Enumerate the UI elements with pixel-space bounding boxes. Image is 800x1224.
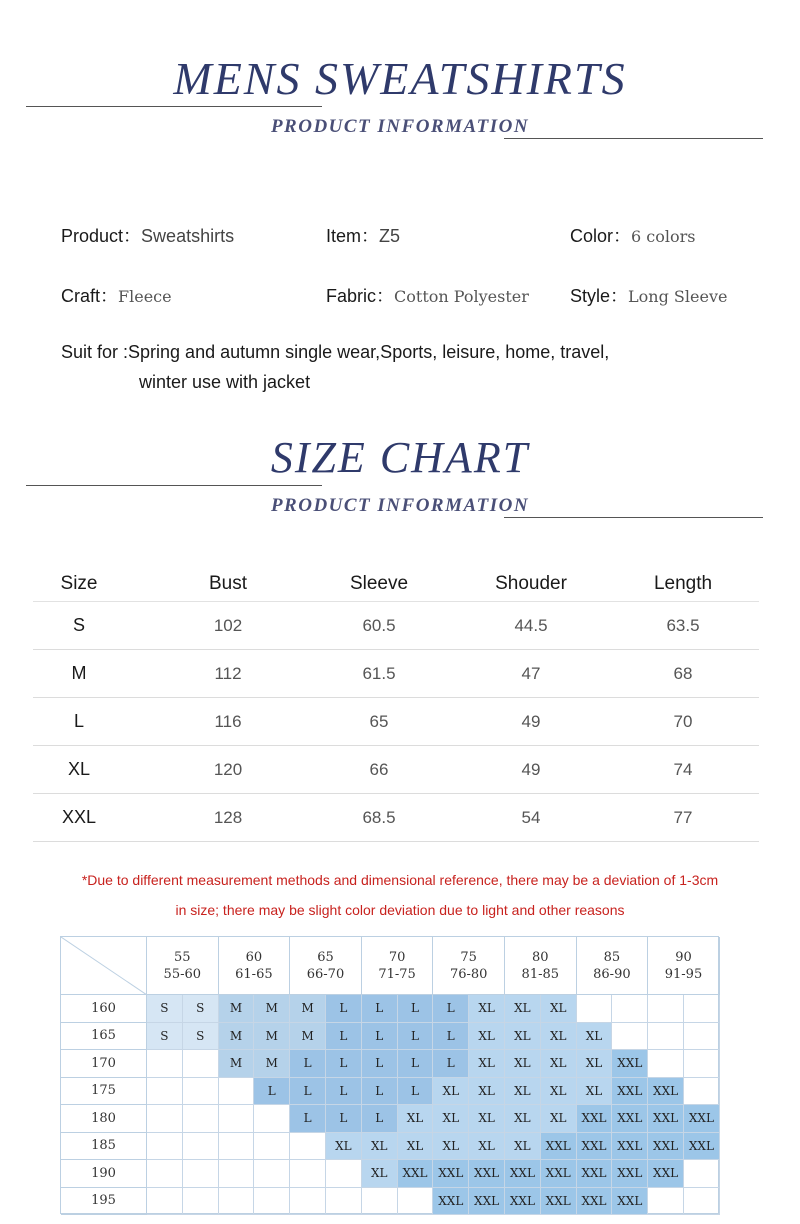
grid-cell: L xyxy=(398,995,434,1023)
grid-cell: XL xyxy=(362,1160,398,1188)
cell-size: XL xyxy=(67,759,91,779)
weight-header xyxy=(577,937,649,995)
grid-cell: L xyxy=(433,995,469,1023)
weight-range: 71-75 xyxy=(378,967,416,982)
grid-cell xyxy=(684,1078,720,1106)
grid-cell: XL xyxy=(505,1078,541,1106)
grid-cell xyxy=(612,1023,648,1051)
weight-range: 81-85 xyxy=(521,967,560,982)
grid-cell: XL xyxy=(505,1133,541,1161)
header-length: Length xyxy=(653,572,713,594)
fabric-label: Fabric： xyxy=(326,286,395,306)
grid-cell: M xyxy=(219,1050,255,1078)
grid-cell: XXL xyxy=(648,1133,684,1161)
height-header: 165 xyxy=(61,1023,147,1051)
weight-kg: 90 xyxy=(675,950,692,965)
weight-kg: 80 xyxy=(532,950,549,965)
grid-cell xyxy=(684,1023,720,1051)
cell-size: L xyxy=(73,711,84,731)
grid-cell: L xyxy=(290,1105,326,1133)
weight-range: 91-95 xyxy=(664,967,703,982)
height-header: 185 xyxy=(61,1133,147,1161)
grid-cell: XL xyxy=(541,1023,577,1051)
cell-sleeve: 66 xyxy=(369,759,389,779)
grid-cell: S xyxy=(183,995,219,1023)
grid-cell: XXL xyxy=(684,1105,720,1133)
grid-cell xyxy=(684,1188,720,1216)
weight-header xyxy=(505,937,577,995)
grid-cell: M xyxy=(254,1050,290,1078)
grid-cell: XXL xyxy=(469,1160,505,1188)
weight-range: 55-60 xyxy=(163,967,202,982)
cell-shoulder: 54 xyxy=(521,807,541,827)
grid-cell xyxy=(684,1050,720,1078)
style-info xyxy=(570,282,727,308)
table-row xyxy=(33,650,759,698)
grid-cell: XXL xyxy=(684,1133,720,1161)
grid-cell xyxy=(648,995,684,1023)
height-header: 170 xyxy=(61,1050,147,1078)
product-value: Sweatshirts xyxy=(141,226,235,246)
fabric-value: Cotton Polyester xyxy=(394,287,529,306)
grid-cell xyxy=(398,1188,434,1216)
grid-cell: L xyxy=(398,1078,434,1106)
weight-kg: 75 xyxy=(460,950,477,965)
cell-length: 70 xyxy=(673,711,693,731)
table-row xyxy=(33,698,759,746)
fabric-info xyxy=(326,282,529,308)
grid-cell: XL xyxy=(433,1133,469,1161)
grid-cell: XL xyxy=(505,995,541,1023)
grid-cell: XL xyxy=(433,1078,469,1106)
grid-cell xyxy=(362,1188,398,1216)
grid-cell: XL xyxy=(469,1133,505,1161)
grid-cell: XXL xyxy=(612,1050,648,1078)
grid-cell: XXL xyxy=(505,1188,541,1216)
grid-cell: M xyxy=(254,995,290,1023)
height-header: 160 xyxy=(61,995,147,1023)
grid-cell: XXL xyxy=(577,1160,613,1188)
grid-cell xyxy=(326,1160,362,1188)
grid-cell: XXL xyxy=(648,1078,684,1106)
grid-cell xyxy=(183,1160,219,1188)
suit-for-line2: winter use with jacket xyxy=(139,372,311,392)
grid-cell: XL xyxy=(541,995,577,1023)
grid-cell: M xyxy=(219,1023,255,1051)
grid-cell: S xyxy=(183,1023,219,1051)
cell-shoulder: 49 xyxy=(521,759,541,779)
grid-cell: XXL xyxy=(433,1160,469,1188)
cell-size: M xyxy=(71,663,87,683)
cell-sleeve: 65 xyxy=(369,711,389,731)
grid-cell: XL xyxy=(469,995,505,1023)
grid-cell: M xyxy=(290,1023,326,1051)
grid-cell xyxy=(254,1160,290,1188)
grid-cell: XL xyxy=(505,1023,541,1051)
product-info xyxy=(61,222,234,248)
item-value: Z5 xyxy=(379,226,401,246)
grid-cell xyxy=(612,995,648,1023)
weight-kg: 70 xyxy=(388,950,406,965)
deviation-note-line2: in size; there may be slight color deviation due to light and other reasons xyxy=(175,902,625,918)
weight-header xyxy=(362,937,434,995)
grid-corner xyxy=(61,937,147,995)
grid-cell: L xyxy=(362,1078,398,1106)
grid-cell xyxy=(290,1188,326,1216)
grid-cell: XL xyxy=(326,1133,362,1161)
grid-cell: XXL xyxy=(612,1160,648,1188)
header-size: Size xyxy=(60,572,98,594)
grid-cell: XL xyxy=(541,1078,577,1106)
weight-kg: 65 xyxy=(317,950,334,965)
size-chart-title: SIZE CHART xyxy=(270,433,530,482)
cell-bust: 102 xyxy=(213,615,243,635)
grid-cell xyxy=(147,1078,183,1106)
weight-header xyxy=(290,937,362,995)
weight-range: 86-90 xyxy=(593,967,631,982)
height-header: 190 xyxy=(61,1160,147,1188)
cell-sleeve: 61.5 xyxy=(362,663,396,683)
table-row xyxy=(33,746,759,794)
table-row xyxy=(33,794,759,842)
grid-cell: XXL xyxy=(433,1188,469,1216)
grid-cell xyxy=(648,1023,684,1051)
grid-cell: L xyxy=(326,1105,362,1133)
header-bust: Bust xyxy=(208,572,248,594)
cell-length: 74 xyxy=(673,759,693,779)
grid-cell: XL xyxy=(541,1105,577,1133)
size-table-header xyxy=(33,566,759,602)
grid-cell: XL xyxy=(398,1133,434,1161)
grid-cell xyxy=(577,995,613,1023)
grid-cell: S xyxy=(147,995,183,1023)
grid-cell: XXL xyxy=(469,1188,505,1216)
grid-cell: XXL xyxy=(612,1133,648,1161)
grid-cell xyxy=(183,1133,219,1161)
cell-length: 68 xyxy=(673,663,693,683)
grid-cell: XXL xyxy=(398,1160,434,1188)
grid-cell: XXL xyxy=(577,1133,613,1161)
grid-cell xyxy=(183,1050,219,1078)
grid-cell xyxy=(290,1133,326,1161)
grid-cell: XXL xyxy=(648,1160,684,1188)
grid-cell: L xyxy=(362,995,398,1023)
grid-cell xyxy=(147,1105,183,1133)
weight-header xyxy=(219,937,291,995)
cell-bust: 120 xyxy=(213,759,243,779)
height-header: 175 xyxy=(61,1078,147,1106)
deviation-note-line1: *Due to different measurement methods and dimensional reference, there may be a deviation of 1-3cm xyxy=(81,872,719,888)
grid-cell: XL xyxy=(505,1050,541,1078)
grid-cell: XL xyxy=(469,1023,505,1051)
cell-bust: 128 xyxy=(213,807,243,827)
grid-cell: L xyxy=(398,1050,434,1078)
grid-cell xyxy=(219,1078,255,1106)
craft-value: Fleece xyxy=(118,287,172,306)
weight-kg: 60 xyxy=(245,950,263,965)
suit-for-line1: Suit for :Spring and autumn single wear,Sports, leisure, home, travel, xyxy=(61,342,610,362)
size-section-subtitle: PRODUCT INFORMATION xyxy=(270,495,530,516)
grid-cell: M xyxy=(290,995,326,1023)
grid-cell xyxy=(147,1050,183,1078)
grid-cell xyxy=(219,1133,255,1161)
grid-cell: XXL xyxy=(541,1160,577,1188)
weight-range: 76-80 xyxy=(449,967,488,982)
color-info xyxy=(570,222,695,248)
grid-cell: XL xyxy=(362,1133,398,1161)
weight-header xyxy=(433,937,505,995)
grid-cell: XXL xyxy=(612,1188,648,1216)
grid-cell xyxy=(219,1105,255,1133)
grid-cell: M xyxy=(219,995,255,1023)
grid-cell xyxy=(183,1188,219,1216)
grid-cell: L xyxy=(326,1023,362,1051)
title-divider-left xyxy=(26,106,322,107)
cell-shoulder: 47 xyxy=(521,663,541,683)
item-info xyxy=(326,222,400,248)
grid-cell xyxy=(254,1105,290,1133)
cell-length: 77 xyxy=(673,807,693,827)
grid-cell: L xyxy=(290,1078,326,1106)
grid-cell: L xyxy=(326,1078,362,1106)
grid-cell: L xyxy=(326,1050,362,1078)
grid-cell: M xyxy=(254,1023,290,1051)
table-row xyxy=(33,602,759,650)
grid-cell xyxy=(219,1188,255,1216)
grid-cell: L xyxy=(433,1023,469,1051)
grid-cell: XL xyxy=(469,1105,505,1133)
grid-cell: XXL xyxy=(612,1105,648,1133)
style-label: Style： xyxy=(570,286,629,306)
header-sleeve: Sleeve xyxy=(349,572,409,594)
grid-cell xyxy=(147,1188,183,1216)
item-label: Item： xyxy=(326,226,380,246)
weight-kg: 55 xyxy=(174,950,191,965)
grid-cell: XXL xyxy=(577,1105,613,1133)
grid-cell: L xyxy=(362,1050,398,1078)
grid-cell: XXL xyxy=(577,1188,613,1216)
grid-cell: XXL xyxy=(541,1188,577,1216)
grid-cell xyxy=(290,1160,326,1188)
size-title-divider-left xyxy=(26,485,322,486)
style-value: Long Sleeve xyxy=(628,287,728,306)
cell-bust: 116 xyxy=(214,711,242,731)
cell-size: S xyxy=(72,615,85,635)
corner-diagonal xyxy=(61,937,147,995)
weight-header xyxy=(147,937,219,995)
grid-cell: XL xyxy=(469,1050,505,1078)
size-table xyxy=(33,566,759,842)
grid-cell xyxy=(326,1188,362,1216)
grid-cell xyxy=(684,1160,720,1188)
grid-cell: L xyxy=(362,1023,398,1051)
main-title: MENS SWEATSHIRTS xyxy=(173,53,627,104)
cell-size: XXL xyxy=(61,807,97,827)
grid-cell xyxy=(254,1188,290,1216)
weight-kg: 85 xyxy=(603,950,621,965)
grid-cell: XL xyxy=(577,1050,613,1078)
grid-cell: XL xyxy=(541,1050,577,1078)
cell-shoulder: 44.5 xyxy=(514,615,548,635)
grid-cell: XXL xyxy=(541,1133,577,1161)
cell-sleeve: 60.5 xyxy=(362,615,396,635)
grid-cell: XXL xyxy=(648,1105,684,1133)
grid-cell: XXL xyxy=(612,1078,648,1106)
grid-cell xyxy=(254,1133,290,1161)
grid-cell: XL xyxy=(577,1023,613,1051)
grid-cell xyxy=(147,1133,183,1161)
craft-label: Craft： xyxy=(61,286,119,306)
grid-cell: XL xyxy=(505,1105,541,1133)
size-recommendation-grid xyxy=(60,936,719,1214)
header-shoulder: Shouder xyxy=(495,572,567,594)
grid-cell: L xyxy=(433,1050,469,1078)
color-label: Color： xyxy=(570,226,632,246)
cell-shoulder: 49 xyxy=(521,711,541,731)
grid-cell xyxy=(648,1188,684,1216)
grid-cell: XL xyxy=(398,1105,434,1133)
grid-cell: XXL xyxy=(505,1160,541,1188)
grid-cell xyxy=(684,995,720,1023)
grid-cell: L xyxy=(398,1023,434,1051)
craft-info xyxy=(61,282,172,308)
product-label: Product： xyxy=(61,226,142,246)
cell-sleeve: 68.5 xyxy=(362,807,396,827)
cell-bust: 112 xyxy=(214,663,242,683)
height-header: 180 xyxy=(61,1105,147,1133)
grid-cell: L xyxy=(290,1050,326,1078)
grid-cell: XL xyxy=(577,1078,613,1106)
grid-cell: XL xyxy=(469,1078,505,1106)
grid-cell: L xyxy=(254,1078,290,1106)
grid-cell xyxy=(648,1050,684,1078)
section-subtitle: PRODUCT INFORMATION xyxy=(270,116,530,137)
grid-cell xyxy=(183,1078,219,1106)
grid-cell: L xyxy=(362,1105,398,1133)
subtitle-divider-right xyxy=(504,138,763,139)
height-header: 195 xyxy=(61,1188,147,1216)
size-subtitle-divider-right xyxy=(504,517,763,518)
weight-range: 66-70 xyxy=(306,967,345,982)
grid-cell: S xyxy=(147,1023,183,1051)
grid-cell: XL xyxy=(433,1105,469,1133)
cell-length: 63.5 xyxy=(666,615,700,635)
weight-header xyxy=(648,937,720,995)
grid-cell xyxy=(147,1160,183,1188)
grid-cell xyxy=(219,1160,255,1188)
grid-cell: L xyxy=(326,995,362,1023)
color-value: 6 colors xyxy=(631,227,696,246)
grid-cell xyxy=(183,1105,219,1133)
weight-range: 61-65 xyxy=(235,967,273,982)
